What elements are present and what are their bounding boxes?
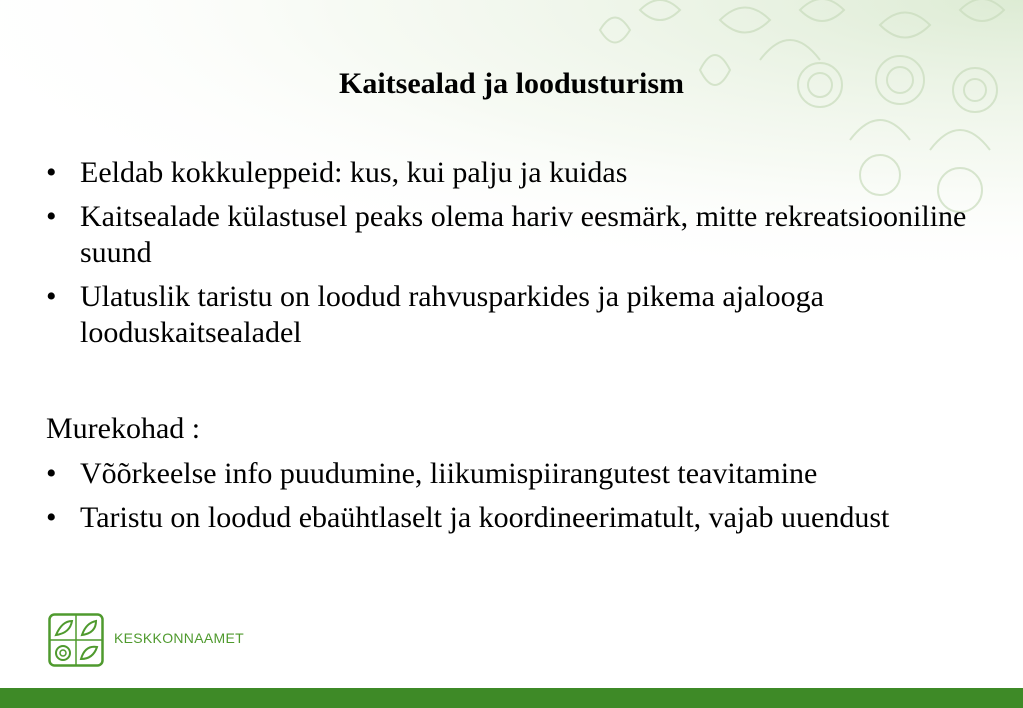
list-item [46,279,986,351]
bullet-marker: • [46,501,57,534]
leaf-spiral-logo-icon [48,613,104,667]
bullet-marker: • [46,457,57,490]
bullet-marker: • [46,200,57,233]
list-item-text: Ulatuslik taristu on loodud rahvusparkides ja pikema ajalooga looduskaitsealadel [80,280,824,349]
bullet-marker: • [46,156,57,189]
list-item [46,500,986,536]
list-item [46,199,986,271]
list-item-text: Kaitsealade külastusel peaks olema hariv eesmärk, mitte rekreatsiooniline suund [80,200,967,269]
list-item [46,155,986,191]
footer-bar [0,688,1023,708]
list-item-text: Võõrkeelse info puudumine, liikumispiirangutest teavitamine [80,457,818,490]
brand-name: KESKKONNAAMET [114,630,244,646]
bullet-list-concerns [46,456,986,544]
bullet-list-main [46,155,986,359]
concerns-heading: Murekohad : [46,412,201,445]
list-item-text: Taristu on loodud ebaühtlaselt ja koordineerimatult, vajab uuendust [80,501,890,534]
list-item [46,456,986,492]
list-item-text: Eeldab kokkuleppeid: kus, kui palju ja kuidas [80,156,628,189]
slide-title: Kaitsealad ja loodusturism [338,67,685,100]
bullet-marker: • [46,280,57,313]
